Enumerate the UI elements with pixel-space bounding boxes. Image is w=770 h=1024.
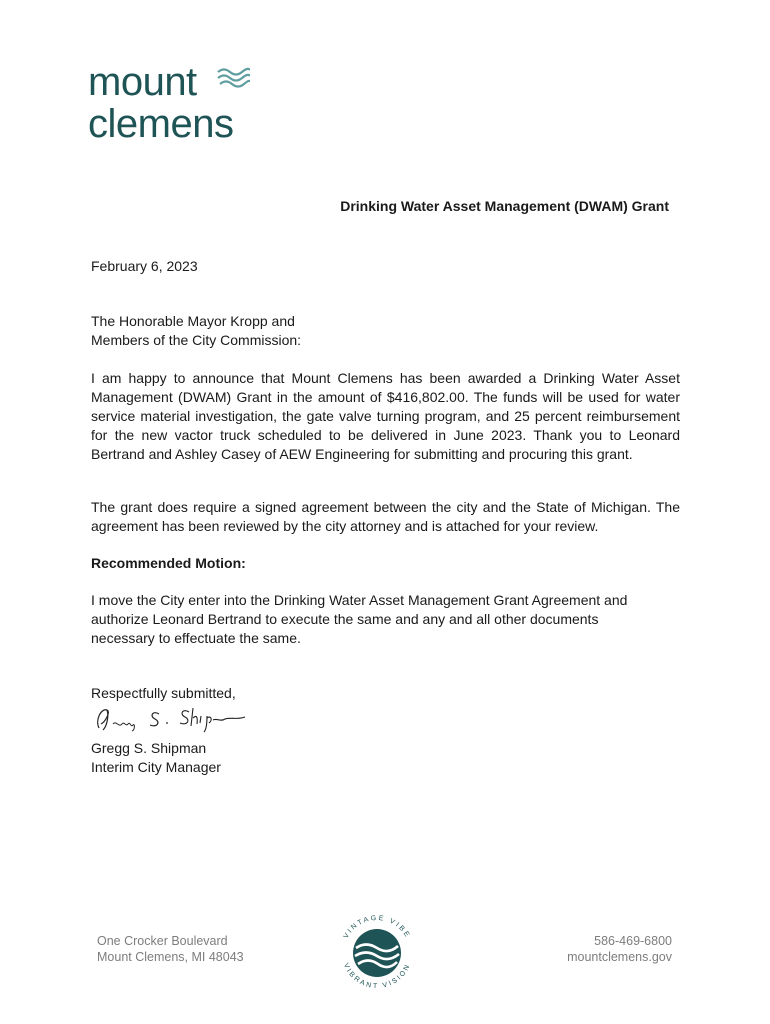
motion-line-2: authorize Leonard Bertrand to execute the same and any and all other documents [91, 611, 599, 627]
motion-line-3: necessary to effectuate the same. [91, 630, 301, 646]
footer-address [97, 933, 244, 965]
salutation-line-1: The Honorable Mayor Kropp and [91, 313, 295, 329]
footer-address-line-2: Mount Clemens, MI 48043 [97, 950, 244, 964]
signer-name: Gregg S. Shipman [91, 740, 207, 756]
logo-line-2: clemens [88, 102, 234, 146]
footer-phone: 586-469-6800 [594, 934, 672, 948]
signer-title: Interim City Manager [91, 759, 221, 775]
wave-icon [216, 66, 250, 88]
letter-subject: Drinking Water Asset Management (DWAM) Grant [340, 198, 669, 214]
signer-block [91, 739, 680, 777]
svg-text:VIBRANT VISION: VIBRANT VISION [341, 962, 413, 991]
motion-text [91, 591, 680, 648]
logo-line-1: mount [88, 60, 197, 104]
motion-heading: Recommended Motion: [91, 555, 246, 571]
footer-contact [567, 933, 672, 965]
footer-address-line-1: One Crocker Boulevard [97, 934, 228, 948]
handwritten-signature [91, 702, 251, 736]
motion-line-1: I move the City enter into the Drinking Water Asset Management Grant Agreement and [91, 592, 628, 608]
sign-off: Respectfully submitted, [91, 685, 236, 701]
letter-date: February 6, 2023 [91, 258, 198, 274]
footer-website: mountclemens.gov [567, 950, 672, 964]
salutation [91, 312, 680, 350]
salutation-line-2: Members of the City Commission: [91, 332, 302, 348]
mount-clemens-logo [88, 58, 288, 154]
svg-text:VINTAGE VIBE: VINTAGE VIBE [342, 914, 412, 940]
body-paragraph-2: The grant does require a signed agreement between the city and the State of Michigan. The agreement has been reviewed by the city attorney and is attached for your review. [91, 499, 680, 534]
body-paragraph-1: I am happy to announce that Mount Clemens has been awarded a Drinking Water Asset Management (DWAM) Grant in the amount of $416,802.00. The funds will be used for water service material investigation, the gate valve turning program, and 25 percent reimbursement for the new vactor truck scheduled to be delivered in June 2023. Thank you to Leonard Bertrand and Ashley Casey of AEW Engineering for submitting and procuring this grant. [91, 370, 680, 462]
city-seal-logo [334, 910, 420, 996]
